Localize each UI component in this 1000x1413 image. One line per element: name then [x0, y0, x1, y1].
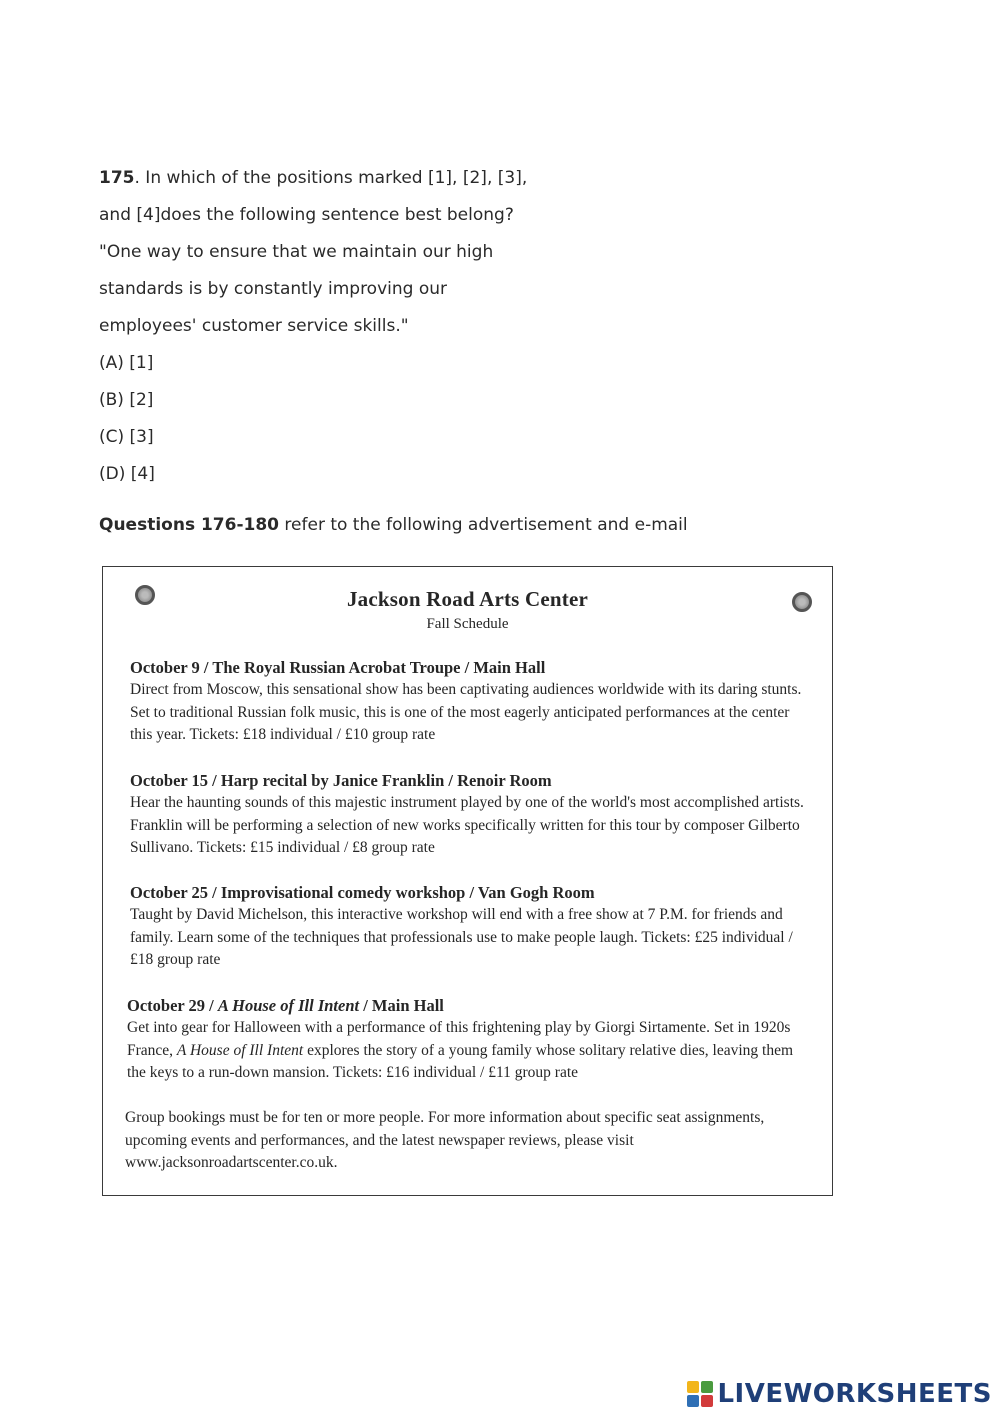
event-october-29 [127, 994, 807, 1085]
event-heading: October 9 / The Royal Russian Acrobat Troupe / Main Hall [130, 658, 546, 677]
ad-title: Jackson Road Arts Center [346, 587, 589, 611]
option-c[interactable]: (C) [3] [99, 427, 154, 447]
ad-subtitle: Fall Schedule [426, 616, 509, 632]
event-description: Direct from Moscow, this sensational show has been captivating audiences worldwide with its daring stunts. Set to traditional Russian folk music, this is one of the most eagerly anticipated performances at the center this year. Tickets: £18 individual / £10 group rate [130, 681, 802, 743]
question-175 [99, 160, 659, 493]
question-line-3: "One way to ensure that we maintain our high [99, 242, 494, 262]
question-line-4: standards is by constantly improving our [99, 279, 448, 299]
event-october-9 [130, 656, 810, 747]
event-heading: October 29 / A House of Ill Intent / Main Hall [127, 996, 444, 1015]
event-description: Hear the haunting sounds of this majestic instrument played by one of the world's most accomplished artists. Franklin will be performing a selection of new works specifically written for this tour by composer Gilberto Sullivano. Tickets: £15 individual / £8 group rate [130, 794, 804, 856]
group-bookings-note: Group bookings must be for ten or more people. For more information about specific seat assignments, upcoming events and performances, and the latest newspaper reviews, please visit www.jacksonroadartscenter.co.uk. [125, 1109, 765, 1171]
liveworksheets-logo [687, 1378, 992, 1410]
option-b[interactable]: (B) [2] [99, 390, 154, 410]
questions-reference: Questions 176-180 refer to the following advertisement and e-mail [99, 515, 688, 535]
question-line-2: and [4]does the following sentence best belong? [99, 205, 514, 225]
question-line-1: 175. In which of the positions marked [1], [2], [3], [99, 168, 528, 188]
event-description: Get into gear for Halloween with a performance of this frightening play by Giorgi Sirtamente. Set in 1920s France, A House of Ill Intent explores the story of a young family whose solitary relative dies, leaving them the keys to a run-down mansion. Tickets: £16 individual / £11 group rate [127, 1019, 794, 1081]
event-heading: October 15 / Harp recital by Janice Franklin / Renoir Room [130, 771, 552, 790]
logo-text: LIVEWORKSHEETS [717, 1379, 992, 1409]
logo-square-icon [701, 1381, 713, 1393]
event-october-25 [130, 881, 810, 972]
question-line-5: employees' customer service skills." [99, 316, 409, 336]
logo-square-icon [701, 1395, 713, 1407]
option-a[interactable]: (A) [1] [99, 353, 154, 373]
advertisement [102, 566, 833, 1196]
option-d[interactable]: (D) [4] [99, 464, 155, 484]
event-october-15 [130, 769, 810, 860]
liveworksheets-logo-icon [687, 1381, 713, 1407]
event-heading: October 25 / Improvisational comedy workshop / Van Gogh Room [130, 883, 595, 902]
logo-square-icon [687, 1381, 699, 1393]
event-description: Taught by David Michelson, this interactive workshop will end with a free show at 7 P.M. for friends and family. Learn some of the techniques that professionals use to make people laugh. Tickets: £25 individual / £18 group rate [130, 906, 793, 968]
question-number: 175 [99, 168, 135, 188]
logo-square-icon [687, 1395, 699, 1407]
